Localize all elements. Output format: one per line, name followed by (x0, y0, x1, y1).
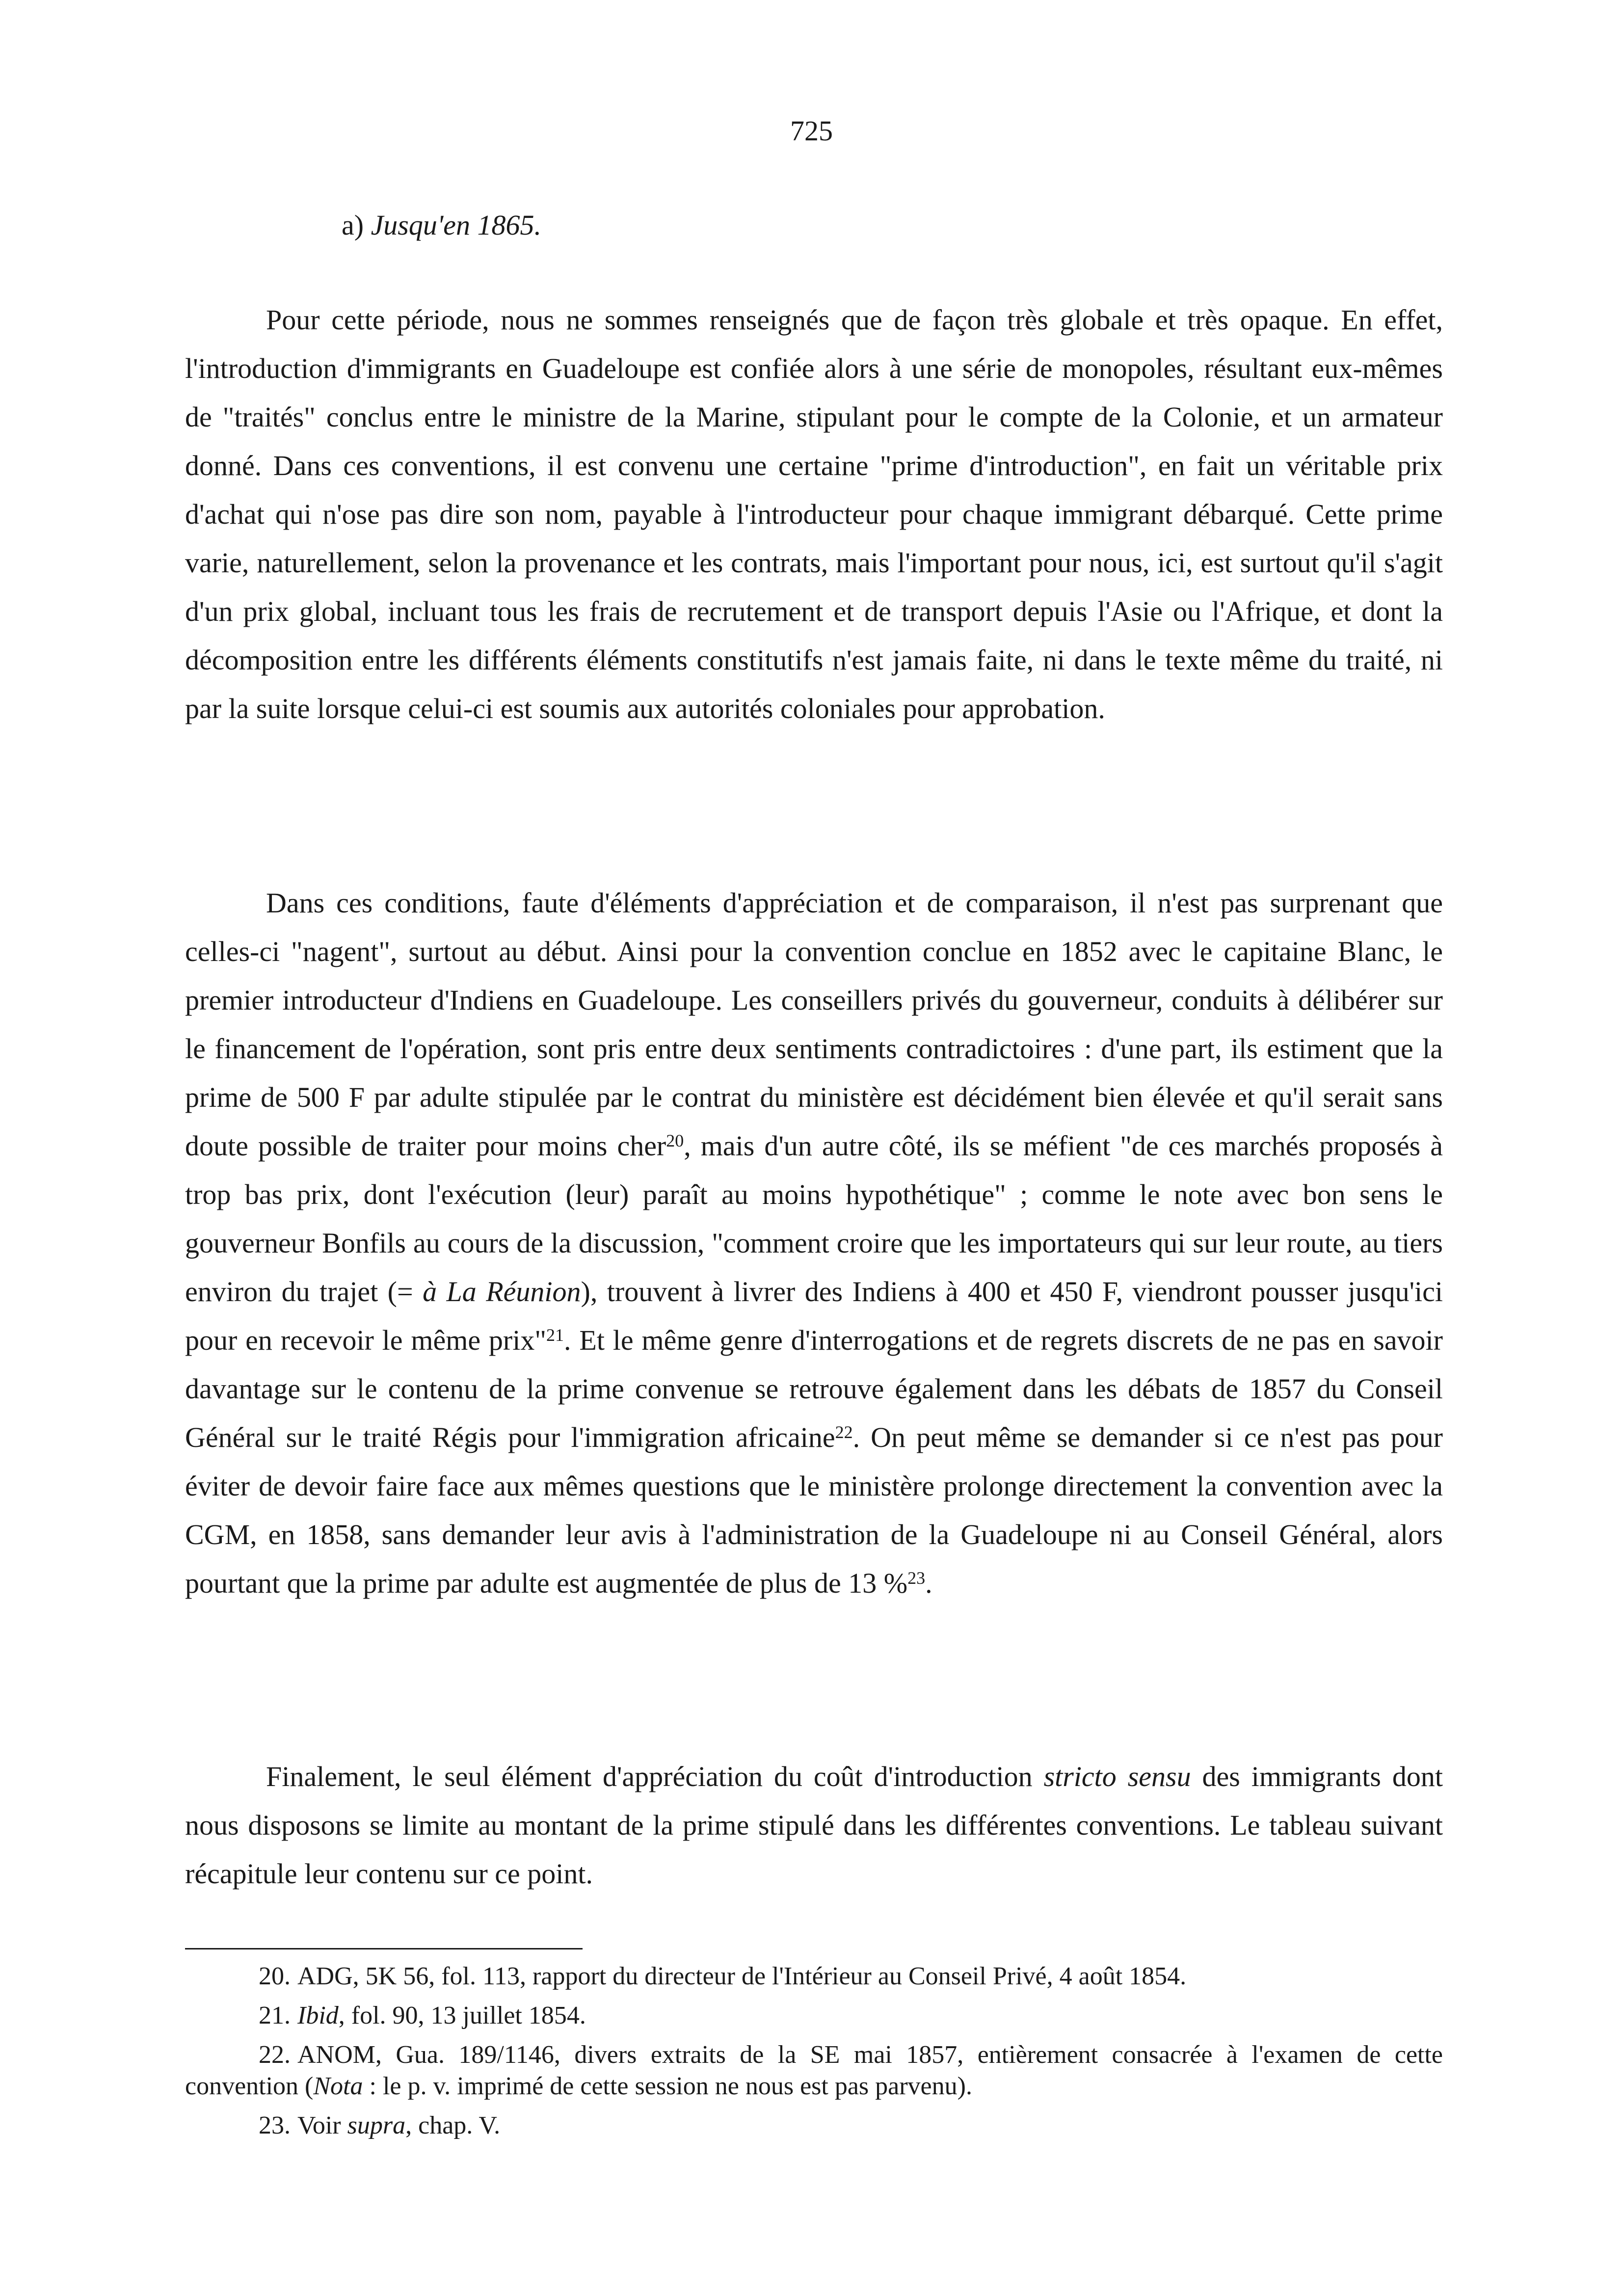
footnote-separator (185, 1948, 583, 1949)
footnote-ref-21[interactable]: 21 (546, 1325, 564, 1345)
paragraph-1-text: Pour cette période, nous ne sommes renseignés que de façon très globale et très opaque. En effet, l'introduction d'immigrants en Guadeloupe est confiée alors à une série de monopoles, résultant eux-mêmes de "traités" conclus entre le ministre de la Marine, stipulant pour le compte de la Colonie, et un armateur donné. Dans ces conventions, il est convenu une certaine "prime d'introduction", en fait un véritable prix d'achat qui n'ose pas dire son nom, payable à l'introducteur pour chaque immigrant débarqué. Cette prime varie, naturellement, selon la provenance et les contrats, mais l'important pour nous, ici, est surtout qu'il s'agit d'un prix global, incluant tous les frais de recrutement et de transport depuis l'Asie ou l'Afrique, et dont la décomposition entre les différents éléments constitutifs n'est jamais faite, ni dans le texte même du traité, ni par la suite lorsque celui-ci est soumis aux autorités coloniales pour approbation. (185, 304, 1443, 724)
paragraph-2-italic-reunion: à La Réunion (423, 1276, 581, 1308)
section-heading (342, 211, 541, 240)
footnote-text: Voir (297, 2111, 347, 2139)
footnote-italic: supra (347, 2111, 406, 2139)
section-heading-prefix: a) (342, 209, 364, 241)
footnote-number: 20. (259, 1962, 291, 1990)
footnote-text: , fol. 90, 13 juillet 1854. (338, 2002, 586, 2029)
paragraph-2-text-1: Dans ces conditions, faute d'éléments d'appréciation et de comparaison, il n'est pas surprenant que celles-ci "nagent", surtout au début. Ainsi pour la convention conclue en 1852 avec le capitaine Blanc, le premier introducteur d'Indiens en Guadeloupe. Les conseillers privés du gouverneur, conduits à délibérer sur le financement de l'opération, sont pris entre deux sentiments contradictoires : d'une part, ils estiment que la prime de 500 F par adulte stipulée par le contrat du ministère est décidément bien élevée et qu'il serait sans doute possible de traiter pour moins cher (185, 887, 1443, 1162)
footnote-21 (185, 2000, 1443, 2031)
paragraph-2-text-4: . Et le même genre d'interrogations et de regrets discrets de ne pas en savoir davantage sur le contenu de la prime convenue se retrouve également dans les débats de 1857 du Conseil Général sur le traité Régis pour l'immigration africaine (185, 1324, 1443, 1453)
footnote-italic: Ibid (297, 2002, 339, 2029)
paragraph-2-text-5: . On peut même se demander si ce n'est pas pour éviter de devoir faire face aux mêmes questions que le ministère prolonge directement la convention avec la CGM, en 1858, sans demander leur avis à l'administration de la Guadeloupe ni au Conseil Général, alors pourtant que la prime par adulte est augmentée de plus de 13 % (185, 1421, 1443, 1599)
footnote-text: ANOM, Gua. 189/1146, divers extraits de la SE mai 1857, entièrement consacrée à l'examen de cette convention ( (185, 2041, 1443, 2100)
section-heading-title: Jusqu'en 1865. (371, 209, 542, 241)
footnote-number: 23. (259, 2111, 291, 2139)
paragraph-3 (185, 1752, 1443, 1898)
footnote-number: 22. (259, 2041, 291, 2069)
footnote-22 (185, 2039, 1443, 2102)
footnote-ref-23[interactable]: 23 (907, 1568, 926, 1588)
footnotes (185, 1961, 1443, 2149)
paragraph-2-text-2: , mais d'un autre côté, ils se méfient "de ces marchés proposés à trop bas prix, dont l'exécution (leur) paraît au moins hypothétique" ; comme le note avec bon sens le gouverneur Bonfils au cours de la discussion, "comment croire que les importateurs qui sur leur route, au tiers environ du trajet (= (185, 1130, 1443, 1308)
footnote-number: 21. (259, 2002, 291, 2029)
footnote-ref-22[interactable]: 22 (835, 1422, 853, 1442)
footnote-text: ADG, 5K 56, fol. 113, rapport du directeur de l'Intérieur au Conseil Privé, 4 août 1854. (297, 1962, 1187, 1990)
paragraph-3-italic-stricto-sensu: stricto sensu (1043, 1761, 1191, 1792)
paragraph-2 (185, 879, 1443, 1607)
footnote-text: , chap. V. (405, 2111, 501, 2139)
footnote-23 (185, 2110, 1443, 2141)
paragraph-3-text-1: Finalement, le seul élément d'appréciation du coût d'introduction (266, 1761, 1044, 1792)
paragraph-2-text-3: ), trouvent à livrer des Indiens à 400 et 450 F, viendront pousser jusqu'ici pour en recevoir le même prix" (185, 1276, 1443, 1356)
footnote-text: : le p. v. imprimé de cette session ne nous est pas parvenu). (363, 2072, 972, 2100)
paragraph-2-text-6: . (925, 1567, 932, 1599)
footnote-ref-20[interactable]: 20 (666, 1131, 684, 1150)
footnote-20 (185, 1961, 1443, 1992)
paragraph-3-text-2: des immigrants dont nous disposons se limite au montant de la prime stipulé dans les différentes conventions. Le tableau suivant récapitule leur contenu sur ce point. (185, 1761, 1443, 1890)
page-number: 725 (790, 115, 833, 147)
paragraph-1 (185, 295, 1443, 733)
footnote-italic: Nota (313, 2072, 363, 2100)
